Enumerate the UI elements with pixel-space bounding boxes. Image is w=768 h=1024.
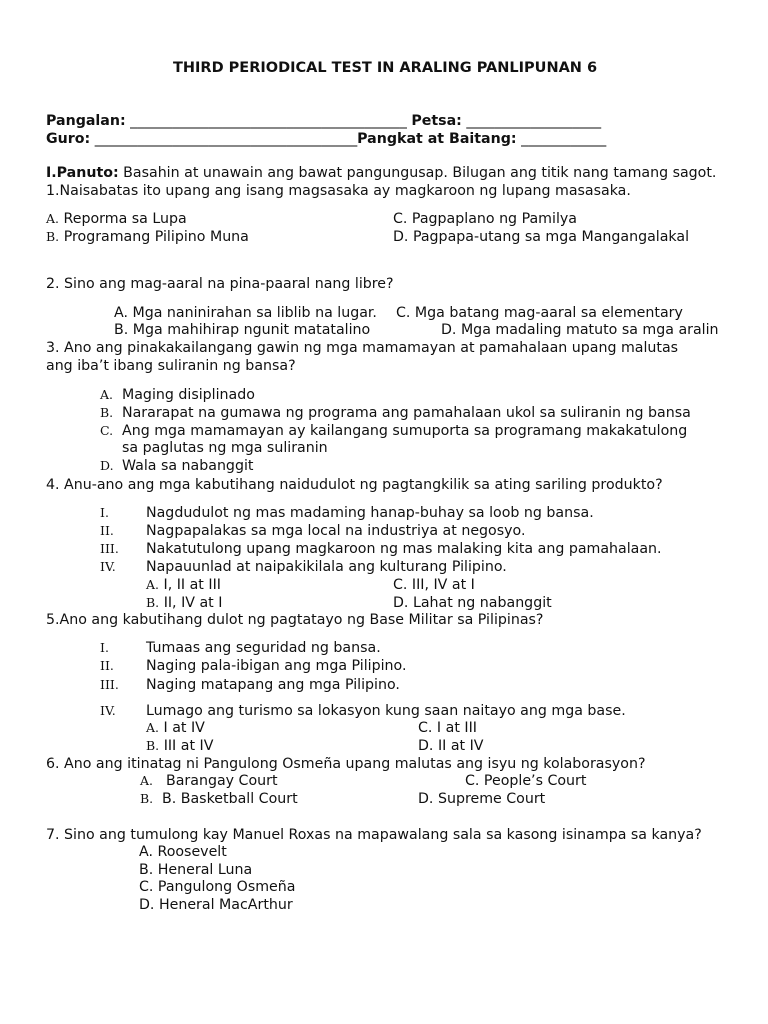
q3-marker-d: D. — [100, 458, 114, 473]
pangalan-field[interactable]: _______________________________________ — [130, 113, 407, 129]
question-1: 1.Naisabatas ito upang ang isang magsasaka ay magkaroon ng lupang masasaka. — [46, 183, 631, 199]
q3-marker-c: C. — [100, 423, 114, 438]
q4-item-iv — [100, 558, 507, 576]
question-6: 6. Ano ang itinatag ni Pangulong Osmeña upang malutas ang isyu ng kolaborasyon? — [46, 756, 646, 772]
q4-item-iv-text: Napauunlad at naipakikilala ang kulturang Pilipino. — [146, 559, 507, 575]
q5-item-iii — [100, 676, 400, 694]
q6-option-b-text: B. Basketball Court — [162, 791, 298, 807]
q6-option-d[interactable]: D. Supreme Court — [418, 791, 546, 807]
q5-item-iii-text: Naging matapang ang mga Pilipino. — [146, 677, 400, 693]
q2-option-b[interactable]: B. Mga mahihirap ngunit matatalino — [114, 322, 371, 338]
question-3-line-2: ang iba’t ibang suliranin ng bansa? — [46, 358, 296, 374]
q3-option-c[interactable] — [100, 422, 687, 440]
petsa-label: Petsa: — [411, 113, 462, 129]
q6-marker-a: A. — [140, 773, 154, 788]
q5-item-iv — [100, 702, 626, 720]
q5-option-b[interactable] — [146, 737, 213, 755]
q3-option-b-text: Nararapat na gumawa ng programa ang pamahalaan ukol sa suliranin ng bansa — [122, 405, 691, 421]
q4-marker-i: I. — [100, 505, 109, 520]
q6-option-a[interactable] — [140, 772, 278, 790]
q5-item-ii-text: Naging pala-ibigan ang mga Pilipino. — [146, 658, 407, 674]
q5-option-a[interactable] — [146, 719, 205, 737]
q2-option-d[interactable]: D. Mga madaling matuto sa mga aralin — [441, 322, 719, 338]
q2-option-a[interactable]: A. Mga naninirahan sa liblib na lugar. — [114, 305, 377, 321]
q1-option-a-text: Reporma sa Lupa — [63, 211, 187, 227]
q4-option-a-text: I, II at III — [163, 577, 221, 593]
q5-item-ii — [100, 657, 407, 675]
q5-option-d[interactable]: D. II at IV — [418, 738, 484, 754]
q3-marker-b: B. — [100, 405, 114, 420]
q7-option-a[interactable]: A. Roosevelt — [139, 844, 227, 860]
q4-item-i-text: Nagdudulot ng mas madaming hanap-buhay sa loob ng bansa. — [146, 505, 594, 521]
q3-option-d-text: Wala sa nabanggit — [122, 458, 254, 474]
q4-option-c[interactable]: C. III, IV at I — [393, 577, 475, 593]
question-7: 7. Sino ang tumulong kay Manuel Roxas na mapawalang sala sa kasong isinampa sa kanya? — [46, 827, 702, 843]
q5-marker-iv: IV. — [100, 703, 116, 718]
q5-marker-i: I. — [100, 640, 109, 655]
q6-option-b[interactable] — [140, 790, 298, 808]
q5-option-a-text: I at IV — [163, 720, 205, 736]
q4-item-iii — [100, 540, 662, 558]
q4-marker-iii: III. — [100, 541, 119, 556]
q4-marker-b: B. — [146, 595, 160, 610]
q4-item-ii — [100, 522, 525, 540]
pangkat-label: Pangkat at Baitang: — [357, 131, 517, 147]
q1-option-b[interactable] — [46, 228, 249, 246]
q3-option-c-text: Ang mga mamamayan ay kailangang sumuporta sa programang makakatulong — [122, 423, 688, 439]
q6-option-a-text: Barangay Court — [166, 773, 278, 789]
q3-option-b[interactable] — [100, 404, 691, 422]
q4-item-ii-text: Nagpapalakas sa mga local na industriya at negosyo. — [146, 523, 526, 539]
instructions-text: Basahin at unawain ang bawat pangungusap. Bilugan ang titik nang tamang sagot. — [118, 165, 717, 181]
q4-item-iii-text: Nakatutulong upang magkaroon ng mas malaking kita ang pamahalaan. — [146, 541, 662, 557]
q3-marker-a: A. — [100, 387, 114, 402]
q4-option-b[interactable] — [146, 594, 222, 612]
guro-label: Guro: — [46, 131, 91, 147]
q1-marker-a: A. — [46, 211, 60, 226]
q4-marker-a: A. — [146, 577, 160, 592]
q5-marker-iii: III. — [100, 677, 119, 692]
q4-option-b-text: II, IV at I — [163, 595, 223, 611]
q5-option-b-text: III at IV — [163, 738, 214, 754]
q5-marker-a: A. — [146, 720, 160, 735]
instructions-label: I.Panuto: — [46, 165, 119, 181]
question-4: 4. Anu-ano ang mga kabutihang naidudulot ng pagtangkilik sa ating sariling produkto? — [46, 477, 663, 493]
q2-option-c[interactable]: C. Mga batang mag-aaral sa elementary — [396, 305, 683, 321]
pangkat-field[interactable]: ____________ — [521, 131, 607, 147]
q1-marker-b: B. — [46, 229, 60, 244]
question-5: 5.Ano ang kabutihang dulot ng pagtatayo ng Base Militar sa Pilipinas? — [46, 612, 544, 628]
q4-marker-ii: II. — [100, 523, 114, 538]
q6-marker-b: B. — [140, 791, 154, 806]
q7-option-b[interactable]: B. Heneral Luna — [139, 862, 253, 878]
q5-marker-b: B. — [146, 738, 160, 753]
petsa-field[interactable]: ___________________ — [466, 113, 602, 129]
q1-option-b-text: Programang Pilipino Muna — [63, 229, 249, 245]
q5-option-c[interactable]: C. I at III — [418, 720, 477, 736]
q3-option-a-text: Maging disiplinado — [122, 387, 255, 403]
guro-field[interactable]: _____________________________________ — [94, 131, 358, 147]
q4-option-a[interactable] — [146, 576, 221, 594]
q7-option-d[interactable]: D. Heneral MacArthur — [139, 897, 293, 913]
q4-marker-iv: IV. — [100, 559, 116, 574]
question-2: 2. Sino ang mag-aaral na pina-paaral nang libre? — [46, 276, 394, 292]
q5-marker-ii: II. — [100, 658, 114, 673]
q3-option-a[interactable] — [100, 386, 255, 404]
q1-option-d[interactable]: D. Pagpapa-utang sa mga Mangangalakal — [393, 229, 690, 245]
q6-option-c[interactable]: C. People’s Court — [465, 773, 587, 789]
q1-option-c[interactable]: C. Pagpaplano ng Pamilya — [393, 211, 577, 227]
q3-option-d[interactable] — [100, 457, 253, 475]
page-title: THIRD PERIODICAL TEST IN ARALING PANLIPUNAN 6 — [173, 60, 598, 76]
q3-option-c-continued: sa paglutas ng mga suliranin — [122, 440, 328, 456]
q4-option-d[interactable]: D. Lahat ng nabanggit — [393, 595, 552, 611]
q5-item-i — [100, 639, 381, 657]
instructions — [46, 164, 716, 182]
teacher-line — [46, 130, 606, 148]
question-3-line-1: 3. Ano ang pinakakailangang gawin ng mga mamamayan at pamahalaan upang malutas — [46, 340, 679, 356]
name-line — [46, 112, 601, 130]
q4-item-i — [100, 504, 594, 522]
q5-item-i-text: Tumaas ang seguridad ng bansa. — [146, 640, 381, 656]
q7-option-c[interactable]: C. Pangulong Osmeña — [139, 879, 296, 895]
q1-option-a[interactable] — [46, 210, 187, 228]
q5-item-iv-text: Lumago ang turismo sa lokasyon kung saan naitayo ang mga base. — [146, 703, 626, 719]
pangalan-label: Pangalan: — [46, 113, 126, 129]
